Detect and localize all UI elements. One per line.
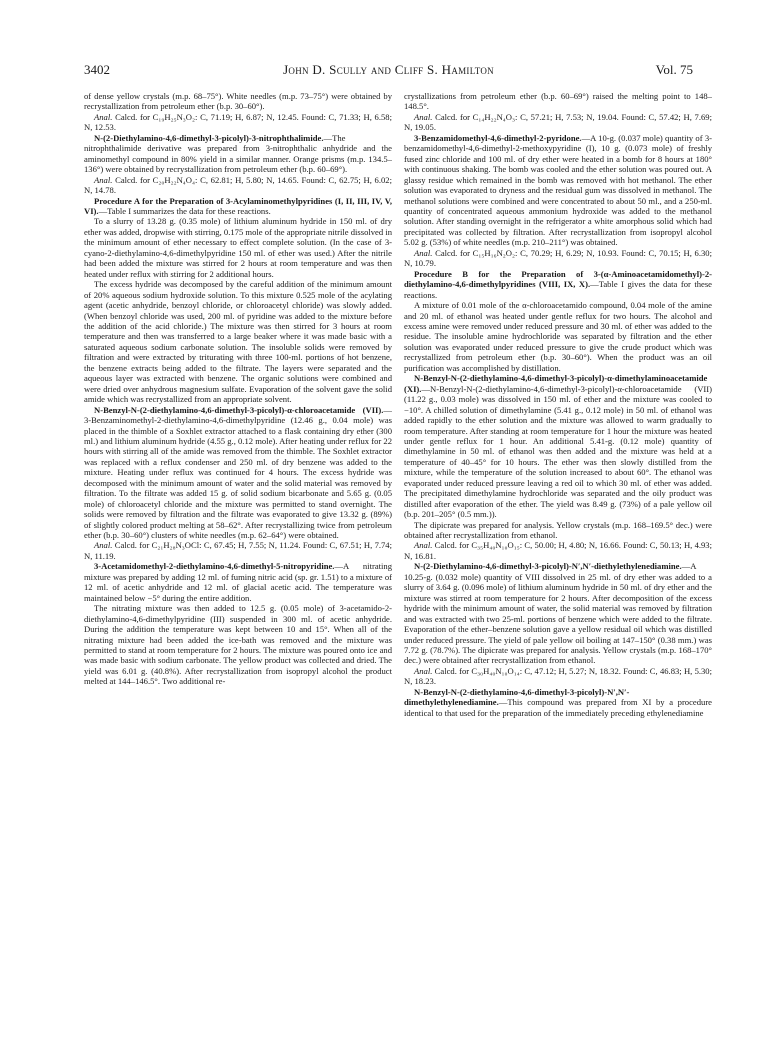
analysis-paragraph <box>404 540 712 561</box>
procedure-paragraph <box>84 196 392 217</box>
body-paragraph: A mixture of 0.01 mole of the α-chloroacetamido compound, 0.04 mole of the amine and 20 ml. of ethanol was heated under gentle reflux for two hours. The alcohol and excess amine were removed under reduced pressure and 30 ml. of ether was added to the residue. The insoluble amine hydrochloride was separated by filtration and the ether solution was evaporated under reduced pressure to give the crude product which was recrystallized from petroleum ether (b.p. 30–60°). When the product was an oil purification was accomplished by distillation. <box>404 300 712 373</box>
analysis-label: Anal. <box>94 174 113 185</box>
body-paragraph: To a slurry of 13.28 g. (0.35 mole) of lithium aluminum hydride in 150 ml. of dry ether was added, dropwise with stirring, 0.175 mole of the appropriate nitrile dissolved in the minimum amount of ether necessary to effect complete solution. (In the case of 3-cyano-2-diethylamino-4,6-dimethylpyridine 150 ml. of ether was used.) After the nitrile had been added the mixture was stirred for 2 hours at room temperature and was then heated under reflux with stirring for 2 additional hours. <box>84 216 392 279</box>
analysis-values: Calcd. for C₂₀H₂₂N₄O₄: C, 62.81; H, 5.80; N, 14.65. Found: C, 62.75; H, 6.02; N, 14.78. <box>84 174 392 196</box>
analysis-paragraph <box>84 175 392 196</box>
analysis-paragraph <box>404 666 712 687</box>
continued-paragraph: crystallizations from petroleum ether (b.p. 60–69°) raised the melting point to 148–148.5°. <box>404 91 712 112</box>
procedure-heading: N-Benzyl-N-(2-diethylamino-4,6-dimethyl-3-picolyl)-N′,N′-dimethylethylenediamine. <box>404 686 630 708</box>
procedure-heading: 3-Acetamidomethyl-2-diethylamino-4,6-dimethyl-5-nitropyridine. <box>94 561 335 572</box>
analysis-paragraph <box>84 112 392 133</box>
analysis-values: Calcd. for C₁₅H₁₆N₂O₂: C, 70.29; H, 6.29; N, 10.93. Found: C, 70.15; H, 6.30; N, 10.79. <box>404 247 712 269</box>
analysis-label: Anal. <box>94 540 113 551</box>
analysis-values: Calcd. for C₁₄H₂₂N₄O₃: C, 57.21; H, 7.53; N, 19.04. Found: C, 57.42; H, 7.69; N, 19.05. <box>404 111 712 133</box>
analysis-label: Anal. <box>414 665 433 676</box>
procedure-paragraph <box>404 687 712 718</box>
procedure-heading: N-Benzyl-N-(2-diethylamino-4,6-dimethyl-3-picolyl)-α-dimethylaminoacetamide (XI). <box>404 373 708 394</box>
analysis-label: Anal. <box>414 111 433 122</box>
analysis-values: Calcd. for C₃₀H₄₀N₁₀O₁₄: C, 47.12; H, 5.27; N, 18.32. Found: C, 46.83; H, 5.30; N, 18.23. <box>404 665 712 687</box>
procedure-text: —This compound was prepared from XI by a procedure identical to that used for the preparation of the immediately preceding ethylenediamine <box>404 697 712 718</box>
body-paragraph: The nitrating mixture was then added to 12.5 g. (0.05 mole) of 3-acetamido-2-diethylamino-4,6-dimethylpyridine (III) suspended in 300 ml. of acetic anhydride. During the addition the temperature was kept between 10 and 15°. When all of the nitrating mixture had been added the ice-bath was removed and the mixture was permitted to stand at room temperature for 2 hours. The mixture was poured onto ice and was made basic with sodium carbonate. The yellow product was collected and dried. The yield was 6.01 g. (40.8%). After recrystallization from isopropyl alcohol the product melted at 144–146.5°. Two additional re- <box>84 603 392 687</box>
analysis-label: Anal. <box>414 247 433 258</box>
page-number: 3402 <box>84 62 110 77</box>
volume-label: Vol. 75 <box>655 62 693 77</box>
procedure-text: —N-Benzyl-N-(2-diethylamino-4,6-dimethyl-3-picolyl)-α-chloroacetamide (VII) (11.22 g., 0.03 mole) was dissolved in 150 ml. of ether and the mixture was cooled to −10°. A chilled solution of dimethylamine (5.41 g., 0.12 mole) in 50 ml. of ethanol was added rapidly to the ether solution and the mixture was allowed to warm gradually to room temperature. After standing at room temperature for 1 hour the mixture was heated under gentle reflux for 1 hour. An additional 5.41-g. (0.12 mole) quantity of dimethylamine in 50 ml. of ethanol was then added and the mixture was held at a temperature of 40–45° for 10 hours. The ether was then slowly distilled from the mixture, while the temperature of the solution increased to about 60°. The ethanol was evaporated under reduced pressure leaving a red oil to which 30 ml. of ether was added. The precipitated dimethylamine hydrochloride was separated and the oily product was distilled after evaporation of the ether. The yield was 8.49 g. (73%) of a pale yellow oil (b.p. 201–205° (0.5 mm.)). <box>404 383 712 520</box>
procedure-paragraph <box>404 561 712 666</box>
analysis-values: Calcd. for C₁₉H₂₅N₃O₂: C, 71.19; H, 6.87; N, 12.45. Found: C, 71.33; H, 6.58; N, 12.53. <box>84 111 392 133</box>
continued-paragraph: of dense yellow crystals (m.p. 68–75°). White needles (m.p. 73–75°) were obtained by recrystallization from petroleum ether (b.p. 30–60°). <box>84 91 392 112</box>
procedure-paragraph <box>404 269 712 300</box>
procedure-text: —Table I summarizes the data for these reactions. <box>98 205 271 216</box>
procedure-heading: 3-Benzamidomethyl-4,6-dimethyl-2-pyridone. <box>414 132 582 143</box>
analysis-paragraph <box>404 248 712 269</box>
procedure-heading: N-(2-Diethylamino-4,6-dimethyl-3-picolyl)-3-nitrophthalimide. <box>94 132 324 143</box>
analysis-label: Anal. <box>94 111 113 122</box>
analysis-paragraph <box>404 112 712 133</box>
left-text-column <box>84 91 392 1026</box>
analysis-values: Calcd. for C₃₅H₄₀N₁₀O₁₅: C, 50.00; H, 4.80; N, 16.66. Found: C, 50.13; H, 4.93; N, 16.81. <box>404 540 712 561</box>
procedure-text: —3-Benzaminomethyl-2-diethylamino-4,6-dimethylpyridine (12.46 g., 0.04 mole) was placed in the thimble of a Soxhlet extractor attached to a flask containing dry ether (300 ml.) and lithium aluminum hydride (4.55 g., 0.12 mole). After heating under reflux for 22 hours with stirring all of the amide was removed from the thimble. The Soxhlet extractor was replaced with a reflux condenser and 250 ml. of dry benzene was added to the mixture. Heating under reflux was continued for 4 hours. The excess hydride was decomposed with the minimum amount of water and the solid material was removed by filtration. To the filtrate was added 15 g. of solid sodium bicarbonate and 5.65 g. (0.05 mole) of chloroacetyl chloride and the mixture was permitted to stand overnight. The solids were removed by filtration and the filtrate was evaporated to give 13.32 g. (89%) of slightly colored product melting at 58–62°. After recrystallizing twice from petroleum ether (b.p. 30–60°) clusters of white needles (m.p. 62–64°) were obtained. <box>84 404 392 541</box>
procedure-heading: Procedure A for the Preparation of 3-Acylaminomethylpyridines (I, II, III, IV, V, VI). <box>84 195 392 216</box>
procedure-heading: N-Benzyl-N-(2-diethylamino-4,6-dimethyl-3-picolyl)-α-chloroacetamide (VII). <box>94 404 384 415</box>
procedure-text: —The nitrophthalimide derivative was prepared from 3-nitrophthalic anhydride and the aminomethyl compound in 80% yield in a similar manner. Orange prisms (m.p. 134.5–136°) were obtained by recrystallization from petroleum ether (b.p. 60–69°). <box>84 132 392 175</box>
body-paragraph: The excess hydride was decomposed by the careful addition of the minimum amount of 20% aqueous sodium hydroxide solution. To this mixture 0.525 mole of the acylating agent (acetic anhydride, benzoyl chloride, or chloroacetyl chloride) was slowly added. (When benzoyl chloride was used, 200 ml. of pyridine was added to the mixture before the addition of the acid chloride.) The mixture was then stirred for 3 hours at room temperature and then was transferred to a large beaker where it was made basic with a saturated aqueous sodium carbonate solution. The insoluble solids were removed by filtration and were extracted by triturating with three 100-ml. portions of hot benzene, the benzene extracts being added to the filtrate. The layers were separated and the aqueous layer was extracted with benzene. The organic solutions were combined and were dried over anhydrous magnesium sulfate. Evaporation of the solvent gave the solid amide which was recrystallized from an appropriate solvent. <box>84 279 392 405</box>
procedure-paragraph <box>84 133 392 175</box>
procedure-paragraph <box>404 373 712 519</box>
running-head-authors: John D. Scully and Cliff S. Hamilton <box>283 62 494 77</box>
right-text-column <box>404 91 712 1026</box>
procedure-text: —A 10-g. (0.037 mole) quantity of 3-benzamidomethyl-4,6-dimethyl-2-methoxypyridine (I), 10 g. (0.073 mole) of freshly fused zinc chloride and 100 ml. of dry ether were heated in a bomb for 8 hours at 180° with continuous shaking. The bomb was cooled and the ether solution was poured out. A glassy residue which remained in the bomb was removed with hot methanol. The ether solution was evaporated to dryness and the residual gum was dissolved in methanol. The methanol solutions were combined and were concentrated to about 50 ml., and a 250-ml. quantity of concentrated aqueous ammonium hydroxide was added to the methanol solution. After standing overnight in the refrigerator a white amorphous solid which had precipitated was collected by filtration. After recrystallization from isopropyl alcohol 5.02 g. (53%) of white needles (m.p. 210–211°) was obtained. <box>404 132 712 248</box>
analysis-label: Anal. <box>414 540 433 551</box>
procedure-paragraph <box>84 405 392 541</box>
procedure-text: —A 10.25-g. (0.032 mole) quantity of VIII dissolved in 25 ml. of dry ether was added to a slurry of 3.64 g. (0.096 mole) of lithium aluminum hydride in 50 ml. of dry ether and the mixture was stirred at room temperature for 2 hours. After decomposition of the excess hydride with the minimum amount of water, the solid material was removed by filtration and was extracted with two 25-ml. portions of benzene which were added to the filtrate. Evaporation of the ether–benzene solution gave a yellow residual oil which was distilled under reduced pressure. The yield of pale yellow oil boiling at 147–150° (0.38 mm.) was 7.72 g. (78.7%). The dipicrate was prepared for analysis. Yellow crystals (m.p. 168–170° dec.) were obtained after recrystallization from ethanol. <box>404 561 712 666</box>
body-paragraph: The dipicrate was prepared for analysis. Yellow crystals (m.p. 168–169.5° dec.) were obtained after recrystallization from ethanol. <box>404 519 712 541</box>
analysis-values: Calcd. for C₂₁H₂₈N₃OCl: C, 67.45; H, 7.55; N, 11.24. Found: C, 67.51; H, 7.74; N, 11.19. <box>84 540 392 561</box>
procedure-paragraph <box>404 133 712 248</box>
procedure-heading: Procedure B for the Preparation of 3-(α-Aminoacetamidomethyl)-2-diethylamino-4,6-dimethylpyridines (VIII, IX, X). <box>404 268 712 290</box>
procedure-paragraph <box>84 561 392 603</box>
procedure-text: —A nitrating mixture was prepared by adding 12 ml. of fuming nitric acid (sp. gr. 1.51) to a mixture of 12 ml. of acetic anhydride and 12 ml. of glacial acetic acid. The temperature was maintained below −5° during the entire addition. <box>84 561 392 603</box>
procedure-text: —Table I gives the data for these reactions. <box>404 279 712 300</box>
analysis-paragraph <box>84 540 392 561</box>
running-header <box>84 62 693 80</box>
procedure-heading: N-(2-Diethylamino-4,6-dimethyl-3-picolyl)-N′,N′-diethylethylenediamine. <box>414 561 682 572</box>
